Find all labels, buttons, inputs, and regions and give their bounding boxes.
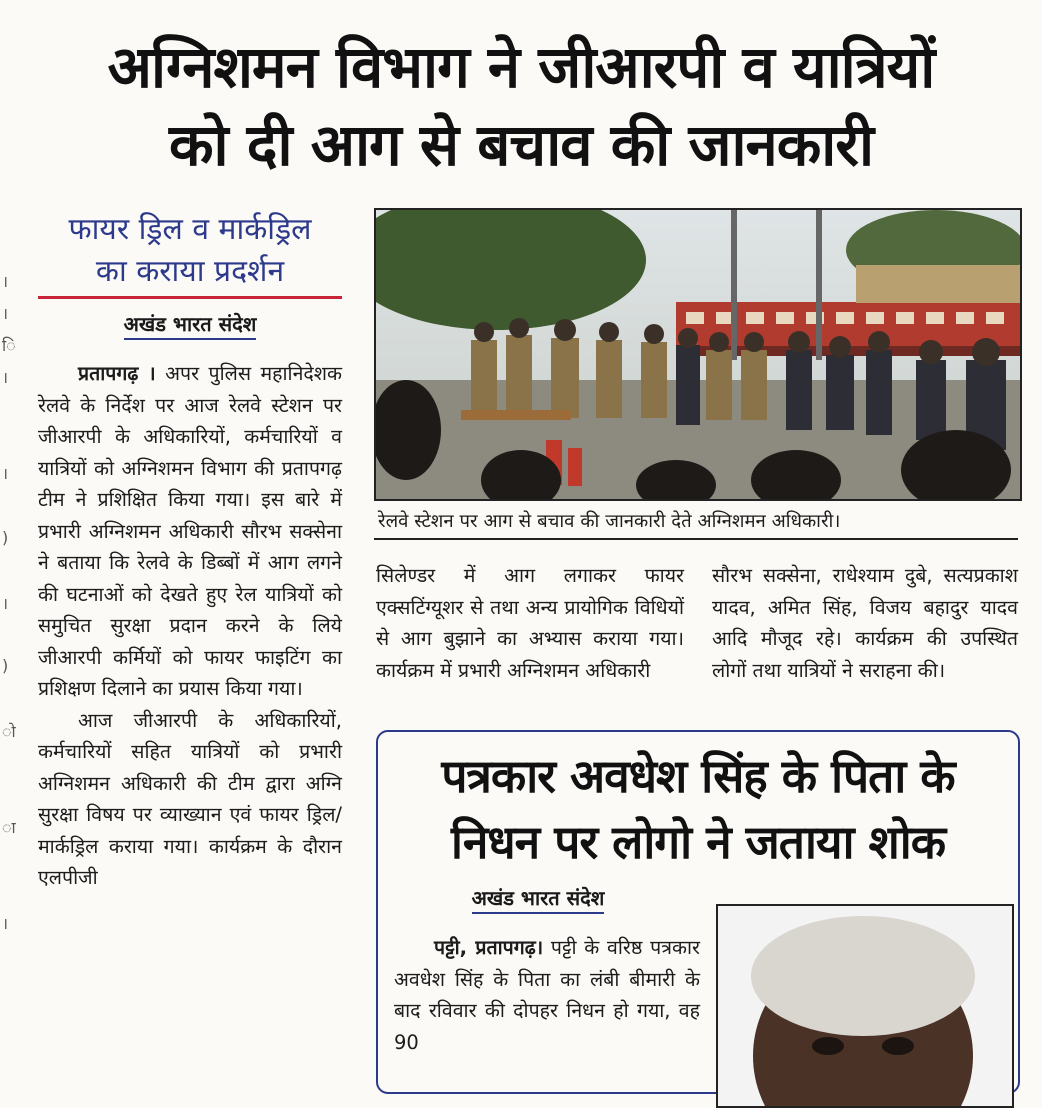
subheadline-line1: फायर ड्रिल व मार्कड्रिल <box>68 212 312 247</box>
caption-rule <box>374 538 1018 540</box>
article-column-3: सौरभ सक्सेना, राधेश्याम दुबे, सत्यप्रकाश यादव, अमित सिंह, विजय बहादुर यादव आदि मौजूद रहे। कार्यक्रम की उपस्थित लोगों तथा यात्रियों ने सराहना की। <box>712 564 1018 682</box>
portrait-photo <box>716 904 1014 1108</box>
article-para1 <box>38 358 342 705</box>
news-photo <box>374 208 1022 501</box>
portrait-image <box>718 906 1012 1106</box>
fire-drill-photo <box>376 210 1020 499</box>
article2-text <box>394 932 700 1058</box>
byline-2 <box>438 884 638 911</box>
second-headline-line2: निधन पर लोगो ने जताया शोक <box>450 815 946 869</box>
main-headline-line2: को दी आग से बचाव की जानकारी <box>168 111 874 179</box>
main-headline-line1: अग्निशमन विभाग ने जीआरपी व यात्रियों <box>107 33 935 101</box>
second-headline-line1: पत्रकार अवधेश सिंह के पिता के <box>441 749 955 803</box>
article-para1-text: अपर पुलिस महानिदेशक रेलवे के निर्देश पर आज रेलवे स्टेशन पर जीआरपी के अधिकारियों, कर्मचारियों व यात्रियों को अग्निशमन विभाग की प्रतापगढ़ टीम ने प्रशिक्षित किया गया। इस बारे में प्रभारी अग्निशमन अधिकारी सौरभ सक्सेना ने बताया कि रेलवे के डिब्बों में आग लगने की घटनाओं को देखते हुए रेल यात्रियों को समुचित सुरक्षा प्रदान करने के लिये जीआरपी कर्मियों को फायर फाइटिंग का प्रशिक्षण दिलाने का प्रयास किया गया। <box>38 362 342 700</box>
second-story-box <box>376 730 1020 1094</box>
byline <box>38 310 342 337</box>
photo-caption: रेलवे स्टेशन पर आग से बचाव की जानकारी देते अग्निशमन अधिकारी। <box>378 511 841 532</box>
byline-2-text: अखंड भारत संदेश <box>472 886 605 914</box>
article2-body: पट्टी के वरिष्ठ पत्रकार अवधेश सिंह के पिता का लंबी बीमारी के बाद रविवार की दोपहर निधन हो गया, वह 90 <box>394 936 700 1054</box>
cropped-left-column: । । ि । । ) । ) ो ा । <box>2 272 16 933</box>
byline-text: अखंड भारत संदेश <box>124 312 257 340</box>
article-column-1 <box>38 358 342 894</box>
dateline-2: पट्टी, प्रतापगढ़। <box>434 936 544 959</box>
subheadline-line2: का कराया प्रदर्शन <box>95 254 285 289</box>
article-column-2: सिलेण्डर में आग लगाकर फायर एक्सटिंग्यूशर से तथा अन्य प्रायोगिक विधियों से आग बुझाने का अभ्यास कराया गया। कार्यक्रम में प्रभारी अग्निशमन अधिकारी <box>376 564 684 682</box>
dateline: प्रतापगढ़ । <box>78 362 156 385</box>
article-para2: आज जीआरपी के अधिकारियों, कर्मचारियों सहित यात्रियों को प्रभारी अग्निशमन अधिकारी की टीम द्वारा अग्नि सुरक्षा विषय पर व्याख्यान एवं फायर ड्रिल/मार्कड्रिल कराया गया। कार्यक्रम के दौरान एलपीजी <box>38 708 342 889</box>
red-rule <box>38 296 342 299</box>
